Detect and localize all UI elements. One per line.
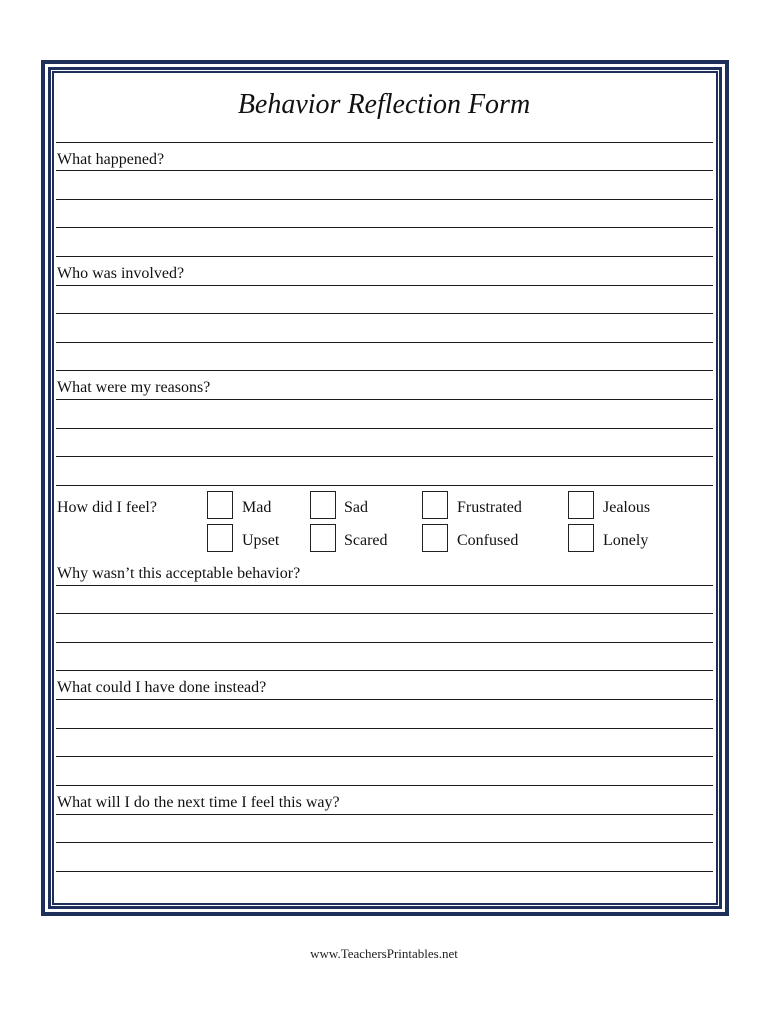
answer-line[interactable] xyxy=(56,756,713,757)
label-mad: Mad xyxy=(242,499,272,516)
rule-line xyxy=(56,485,713,486)
answer-line[interactable] xyxy=(56,428,713,429)
label-sad: Sad xyxy=(344,499,368,516)
question-who-involved: Who was involved? xyxy=(57,265,188,283)
question-how-feel: How did I feel? xyxy=(57,499,161,517)
label-scared: Scared xyxy=(344,532,388,549)
checkbox-mad[interactable] xyxy=(207,491,233,519)
form-title: Behavior Reflection Form xyxy=(237,89,531,120)
form-border xyxy=(41,60,729,916)
answer-line[interactable] xyxy=(56,170,713,171)
answer-line[interactable] xyxy=(56,256,713,257)
answer-line[interactable] xyxy=(56,313,713,314)
answer-line[interactable] xyxy=(56,227,713,228)
question-why-not-acceptable: Why wasn’t this acceptable behavior? xyxy=(57,565,304,583)
label-lonely: Lonely xyxy=(603,532,649,549)
label-jealous: Jealous xyxy=(603,499,651,516)
checkbox-upset[interactable] xyxy=(207,524,233,552)
answer-line[interactable] xyxy=(56,585,713,586)
label-frustrated: Frustrated xyxy=(457,499,522,516)
rule-line xyxy=(56,142,713,143)
answer-line[interactable] xyxy=(56,399,713,400)
checkbox-sad[interactable] xyxy=(310,491,336,519)
answer-line[interactable] xyxy=(56,613,713,614)
question-what-happened: What happened? xyxy=(57,151,168,169)
label-upset: Upset xyxy=(242,532,280,549)
answer-line[interactable] xyxy=(56,199,713,200)
question-what-instead: What could I have done instead? xyxy=(57,679,270,697)
answer-line[interactable] xyxy=(56,871,713,872)
checkbox-scared[interactable] xyxy=(310,524,336,552)
answer-line[interactable] xyxy=(56,670,713,671)
question-next-time: What will I do the next time I feel this way? xyxy=(57,794,344,812)
checkbox-jealous[interactable] xyxy=(568,491,594,519)
answer-line[interactable] xyxy=(56,342,713,343)
answer-line[interactable] xyxy=(56,642,713,643)
question-reasons: What were my reasons? xyxy=(57,379,214,397)
checkbox-frustrated[interactable] xyxy=(422,491,448,519)
footer-url: www.TeachersPrintables.net xyxy=(310,946,458,961)
answer-line[interactable] xyxy=(56,814,713,815)
answer-line[interactable] xyxy=(56,842,713,843)
answer-line[interactable] xyxy=(56,285,713,286)
answer-line[interactable] xyxy=(56,785,713,786)
checkbox-lonely[interactable] xyxy=(568,524,594,552)
answer-line[interactable] xyxy=(56,370,713,371)
answer-line[interactable] xyxy=(56,456,713,457)
label-confused: Confused xyxy=(457,532,519,549)
answer-line[interactable] xyxy=(56,728,713,729)
checkbox-confused[interactable] xyxy=(422,524,448,552)
answer-line[interactable] xyxy=(56,699,713,700)
